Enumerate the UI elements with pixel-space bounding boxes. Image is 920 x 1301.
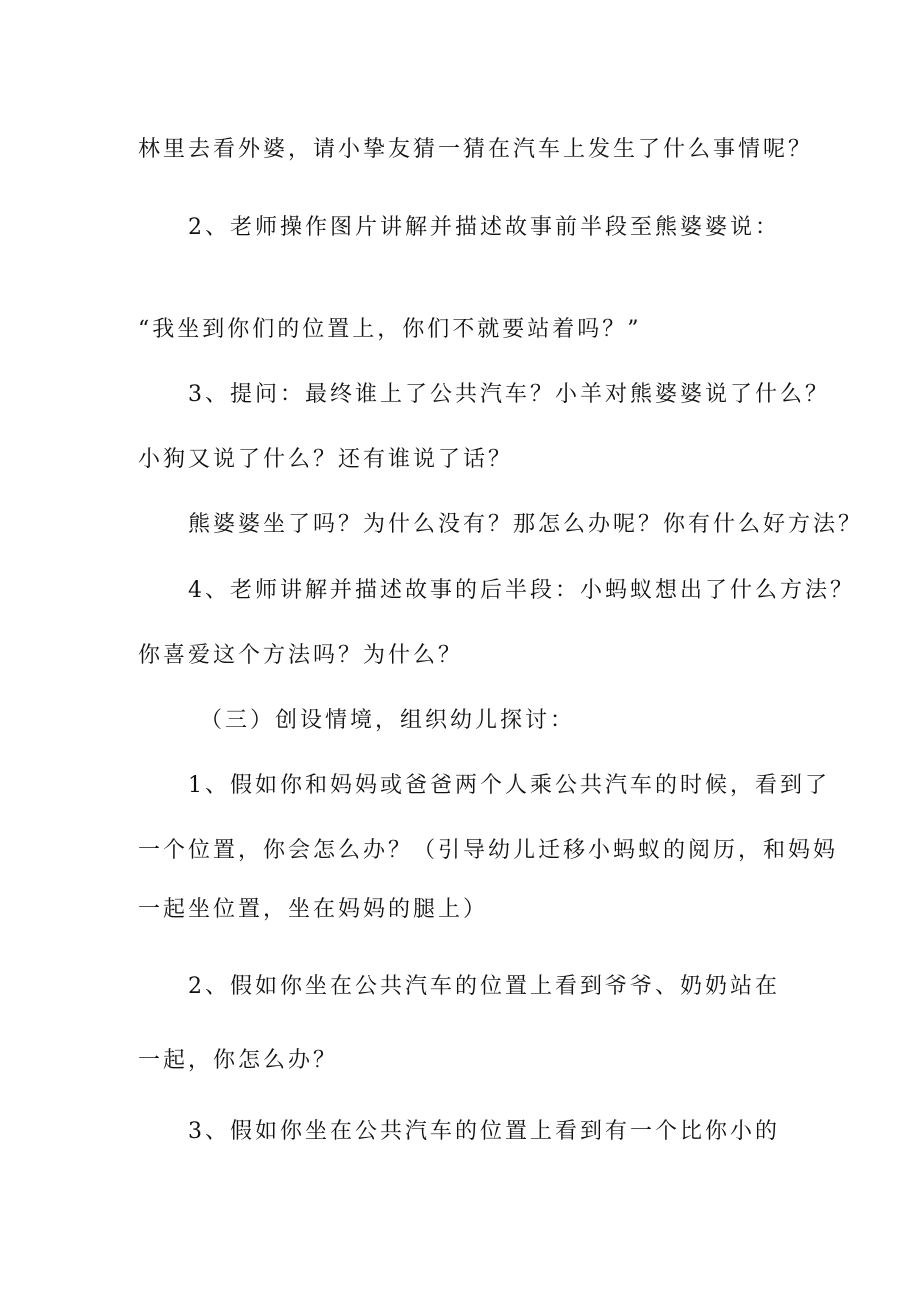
text-line-7: 4、老师讲解并描述故事的后半段：小蚂蚁想出了什么方法？ bbox=[188, 578, 855, 603]
text-line-15: 3、假如你坐在公共汽车的位置上看到有一个比你小的 bbox=[188, 1119, 780, 1144]
section-heading: （三）创设情境，组织幼儿探讨： bbox=[200, 708, 576, 733]
text-line-12: 一起坐位置，坐在妈妈的腿上） bbox=[138, 897, 489, 922]
text-line-13: 2、假如你坐在公共汽车的位置上看到爷爷、奶奶站在 bbox=[188, 974, 780, 999]
text-line-10: 1、假如你和妈妈或爸爸两个人乘公共汽车的时候，看到了 bbox=[188, 773, 830, 798]
text-line-4: 3、提问：最终谁上了公共汽车？小羊对熊婆婆说了什么？ bbox=[188, 382, 830, 407]
text-line-11: 一个位置，你会怎么办？（引导幼儿迁移小蚂蚁的阅历，和妈妈 bbox=[138, 838, 839, 863]
text-line-8: 你喜爱这个方法吗？为什么？ bbox=[138, 643, 464, 668]
text-line-6: 熊婆婆坐了吗？为什么没有？那怎么办呢？你有什么好方法？ bbox=[188, 512, 864, 537]
text-line-1: 林里去看外婆，请小挚友猜一猜在汽车上发生了什么事情呢？ bbox=[138, 137, 814, 162]
text-line-2: 2、老师操作图片讲解并描述故事前半段至熊婆婆说： bbox=[188, 215, 780, 240]
text-line-14: 一起，你怎么办？ bbox=[138, 1048, 339, 1073]
text-line-5: 小狗又说了什么？还有谁说了话？ bbox=[138, 447, 514, 472]
text-line-3: “我坐到你们的位置上，你们不就要站着吗？” bbox=[138, 317, 642, 342]
